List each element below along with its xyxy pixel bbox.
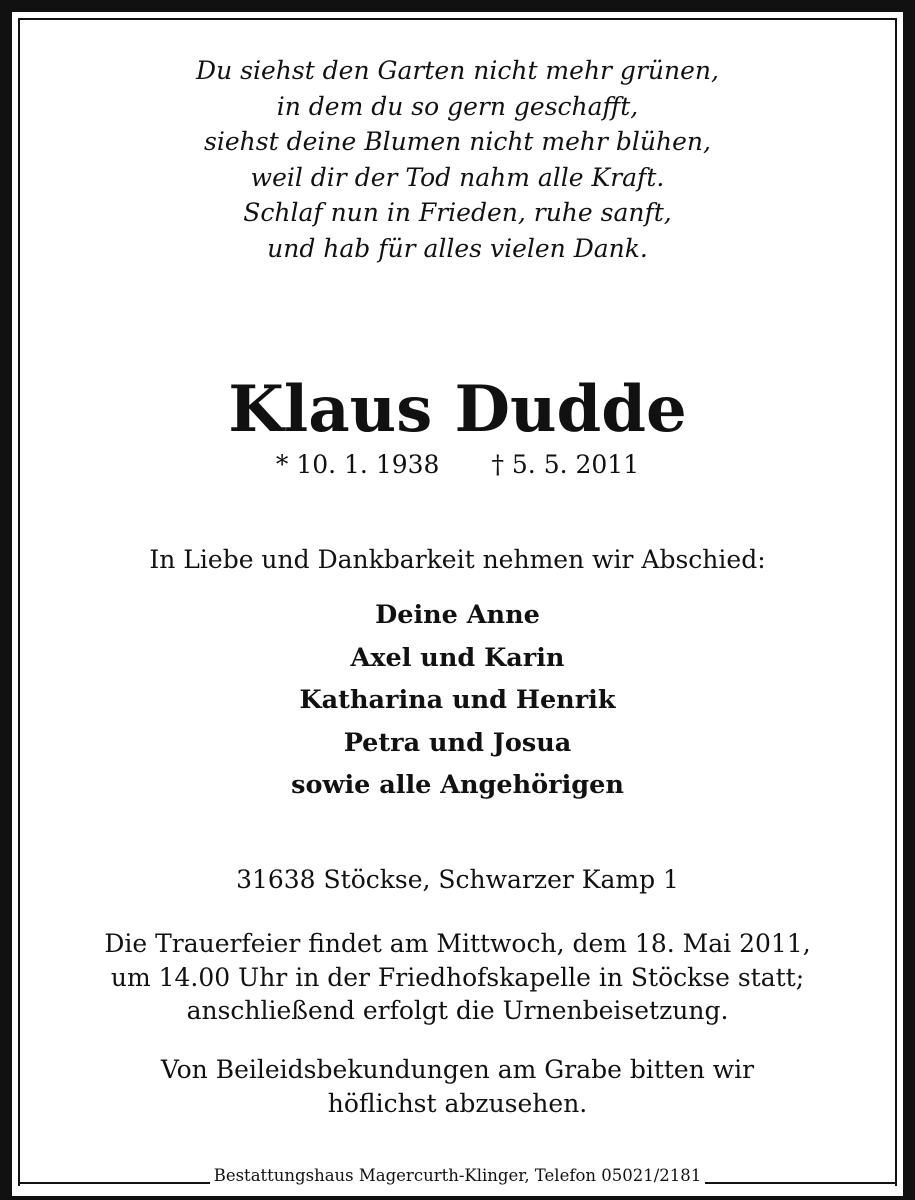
mourners-list: [0, 594, 915, 807]
poem-line: in dem du so gern geschafft,: [276, 91, 639, 121]
farewell-line: In Liebe und Dankbarkeit nehmen wir Abschied:: [149, 545, 766, 574]
condolence-line: Von Beileidsbekundungen am Grabe bitten wir: [160, 1055, 755, 1084]
poem-line: Schlaf nun in Frieden, ruhe sanft,: [243, 198, 672, 227]
service-line: anschließend erfolgt die Urnenbeisetzung.: [186, 996, 729, 1025]
condolence-note: [0, 1053, 915, 1121]
poem-line: Du siehst den Garten nicht mehr grünen,: [196, 56, 719, 85]
death-date: † 5. 5. 2011: [491, 450, 640, 479]
deceased-name: Klaus Dudde: [228, 372, 687, 447]
birth-date: * 10. 1. 1938: [275, 450, 440, 479]
service-line: Die Trauerfeier findet am Mittwoch, dem 18. Mai 2011,: [104, 929, 811, 958]
poem-line: und hab für alles vielen Dank.: [267, 233, 648, 263]
funeral-home-credit: Bestattungshaus Magercurth-Klinger, Telefon 05021/2181: [213, 1166, 702, 1185]
life-dates: [0, 448, 915, 482]
mourner: Deine Anne: [375, 600, 540, 630]
mourner: sowie alle Angehörigen: [291, 770, 624, 800]
mourner: Axel und Karin: [350, 642, 565, 673]
service-line: um 14.00 Uhr in der Friedhofskapelle in Stöckse statt;: [110, 962, 805, 992]
poem: [0, 53, 915, 266]
poem-line: weil dir der Tod nahm alle Kraft.: [250, 162, 665, 192]
family-address: 31638 Stöckse, Schwarzer Kamp 1: [236, 865, 679, 894]
mourner: Katharina und Henrik: [299, 685, 616, 715]
condolence-line: höflichst abzusehen.: [327, 1089, 588, 1118]
footer-rule-left: [18, 1182, 210, 1184]
footer-rule-right: [705, 1182, 897, 1184]
mourner: Petra und Josua: [343, 727, 572, 758]
poem-line: siehst deine Blumen nicht mehr blühen,: [204, 127, 711, 156]
service-details: [0, 927, 915, 1028]
footer: [18, 1158, 897, 1188]
